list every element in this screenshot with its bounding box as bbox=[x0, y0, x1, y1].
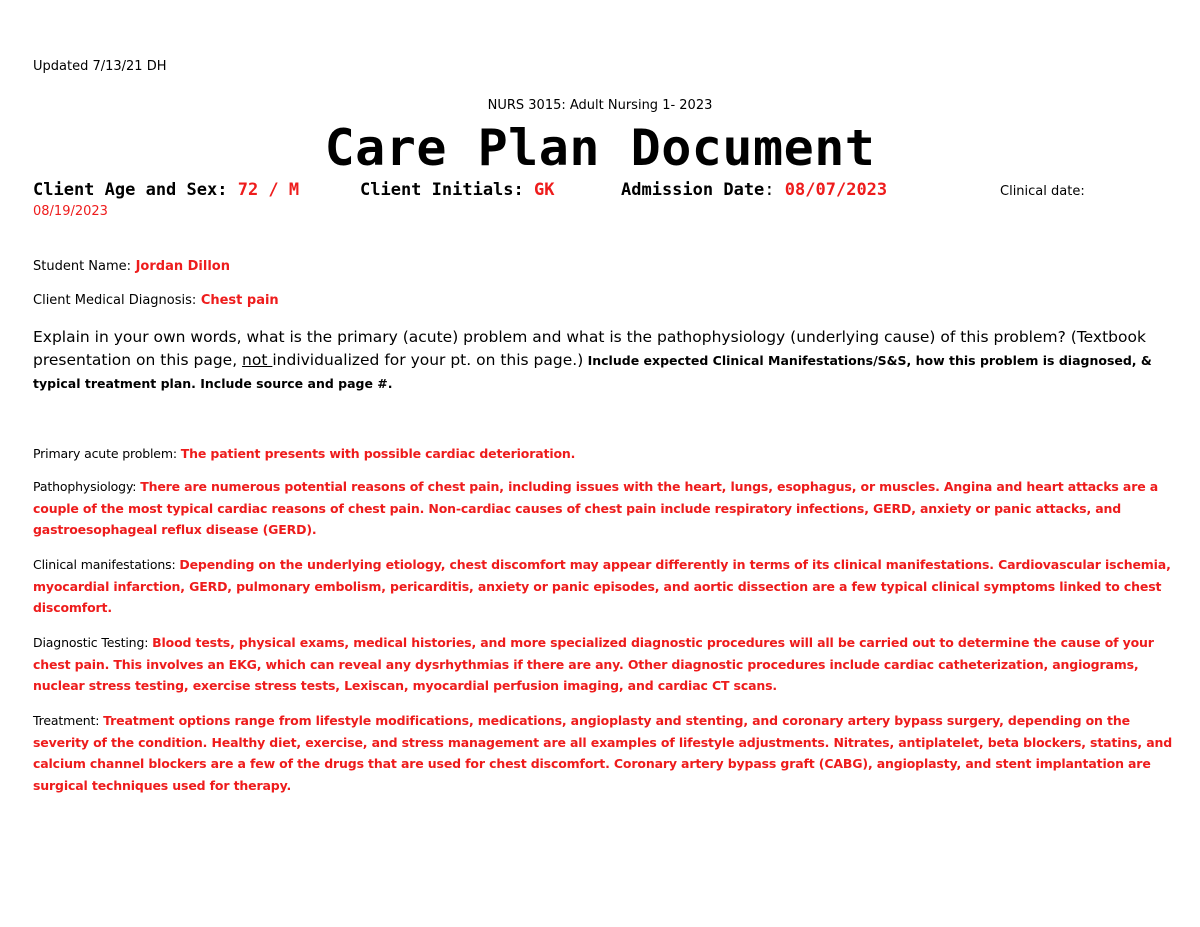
document-title: Care Plan Document bbox=[324, 119, 876, 177]
diagnostic-testing-section bbox=[33, 632, 1173, 697]
primary-problem-text: The patient presents with possible cardiac deterioration. bbox=[180, 446, 576, 461]
updated-note: Updated 7/13/21 DH bbox=[33, 59, 167, 74]
instructions-paragraph bbox=[33, 326, 1173, 395]
student-name bbox=[33, 259, 230, 274]
treatment-label: Treatment: bbox=[33, 713, 104, 728]
diagnostic-testing-text: Blood tests, physical exams, medical histories, and more specialized diagnostic procedures will all be carried out to determine the cause of your chest pain. This involves an EKG, which can reveal any dysrhythmias if there are any. Other diagnostic procedures include cardiac catheterization, angiograms, nuclear stress testing, exercise stress tests, Lexiscan, myocardial perfusion imaging, and cardiac CT scans. bbox=[33, 635, 1154, 693]
client-initials-value: GK bbox=[534, 180, 555, 200]
admission-date-value: 08/07/2023 bbox=[784, 180, 888, 200]
pathophysiology-section bbox=[33, 476, 1173, 541]
pathophysiology-label: Pathophysiology: bbox=[33, 479, 141, 494]
clinical-date-label: Clinical date: bbox=[1000, 184, 1085, 199]
client-initials-label: Client Initials: bbox=[360, 180, 524, 200]
instructions-part1: Explain in your own words, what is the primary (acute) problem and what is the pathophysiology (underlying cause) of this problem? (Textbook presentation on this page, bbox=[33, 328, 1146, 369]
client-initials bbox=[360, 180, 555, 200]
clinical-manifestations-section bbox=[33, 554, 1173, 619]
admission-date bbox=[621, 180, 887, 200]
medical-diagnosis bbox=[33, 293, 279, 308]
client-age-sex bbox=[33, 180, 299, 200]
primary-problem-label: Primary acute problem: bbox=[33, 446, 181, 461]
pathophysiology-text: There are numerous potential reasons of chest pain, including issues with the heart, lungs, esophagus, or muscles. Angina and heart attacks are a couple of the most typical cardiac reasons of chest pain. Non-cardiac causes of chest pain include respiratory infections, GERD, anxiety or panic attacks, and gastroesophageal reflux disease (GERD). bbox=[33, 479, 1159, 537]
clinical-date-value: 08/19/2023 bbox=[33, 204, 108, 219]
student-name-value: Jordan Dillon bbox=[135, 259, 230, 274]
medical-diagnosis-value: Chest pain bbox=[200, 293, 279, 308]
clinical-manifestations-text: Depending on the underlying etiology, chest discomfort may appear differently in terms of its clinical manifestations. Cardiovascular ischemia, myocardial infarction, GERD, pulmonary embolism, pericarditis, anxiety or panic episodes, and aortic dissection are a few typical clinical symptoms linked to chest discomfort. bbox=[33, 557, 1171, 615]
treatment-section bbox=[33, 710, 1173, 796]
student-name-label: Student Name: bbox=[33, 259, 132, 274]
course-title: NURS 3015: Adult Nursing 1- 2023 bbox=[487, 98, 713, 113]
clinical-manifestations-label: Clinical manifestations: bbox=[33, 557, 180, 572]
client-age-sex-label: Client Age and Sex: bbox=[33, 180, 228, 200]
primary-problem-section bbox=[33, 443, 1173, 465]
admission-date-label: Admission Date bbox=[621, 180, 765, 200]
medical-diagnosis-label: Client Medical Diagnosis: bbox=[33, 293, 197, 308]
instructions-part2: individualized for your pt. on this page.) bbox=[272, 351, 584, 369]
instructions-small: Include expected Clinical Manifestations/S&S, how this problem is diagnosed, & typical treatment plan. Include source and page #. bbox=[33, 353, 1152, 391]
admission-date-colon: : bbox=[764, 180, 775, 200]
diagnostic-testing-label: Diagnostic Testing: bbox=[33, 635, 153, 650]
treatment-text: Treatment options range from lifestyle modifications, medications, angioplasty and stenting, and coronary artery bypass surgery, depending on the severity of the condition. Healthy diet, exercise, and stress management are all examples of lifestyle adjustments. Nitrates, antiplatelet, beta blockers, statins, and calcium channel blockers are a few of the drugs that are used for chest discomfort. Coronary artery bypass graft (CABG), angioplasty, and stent implantation are surgical techniques used for therapy. bbox=[33, 713, 1173, 793]
client-age-sex-value: 72 / M bbox=[237, 180, 300, 200]
instructions-underlined: not bbox=[242, 351, 273, 369]
